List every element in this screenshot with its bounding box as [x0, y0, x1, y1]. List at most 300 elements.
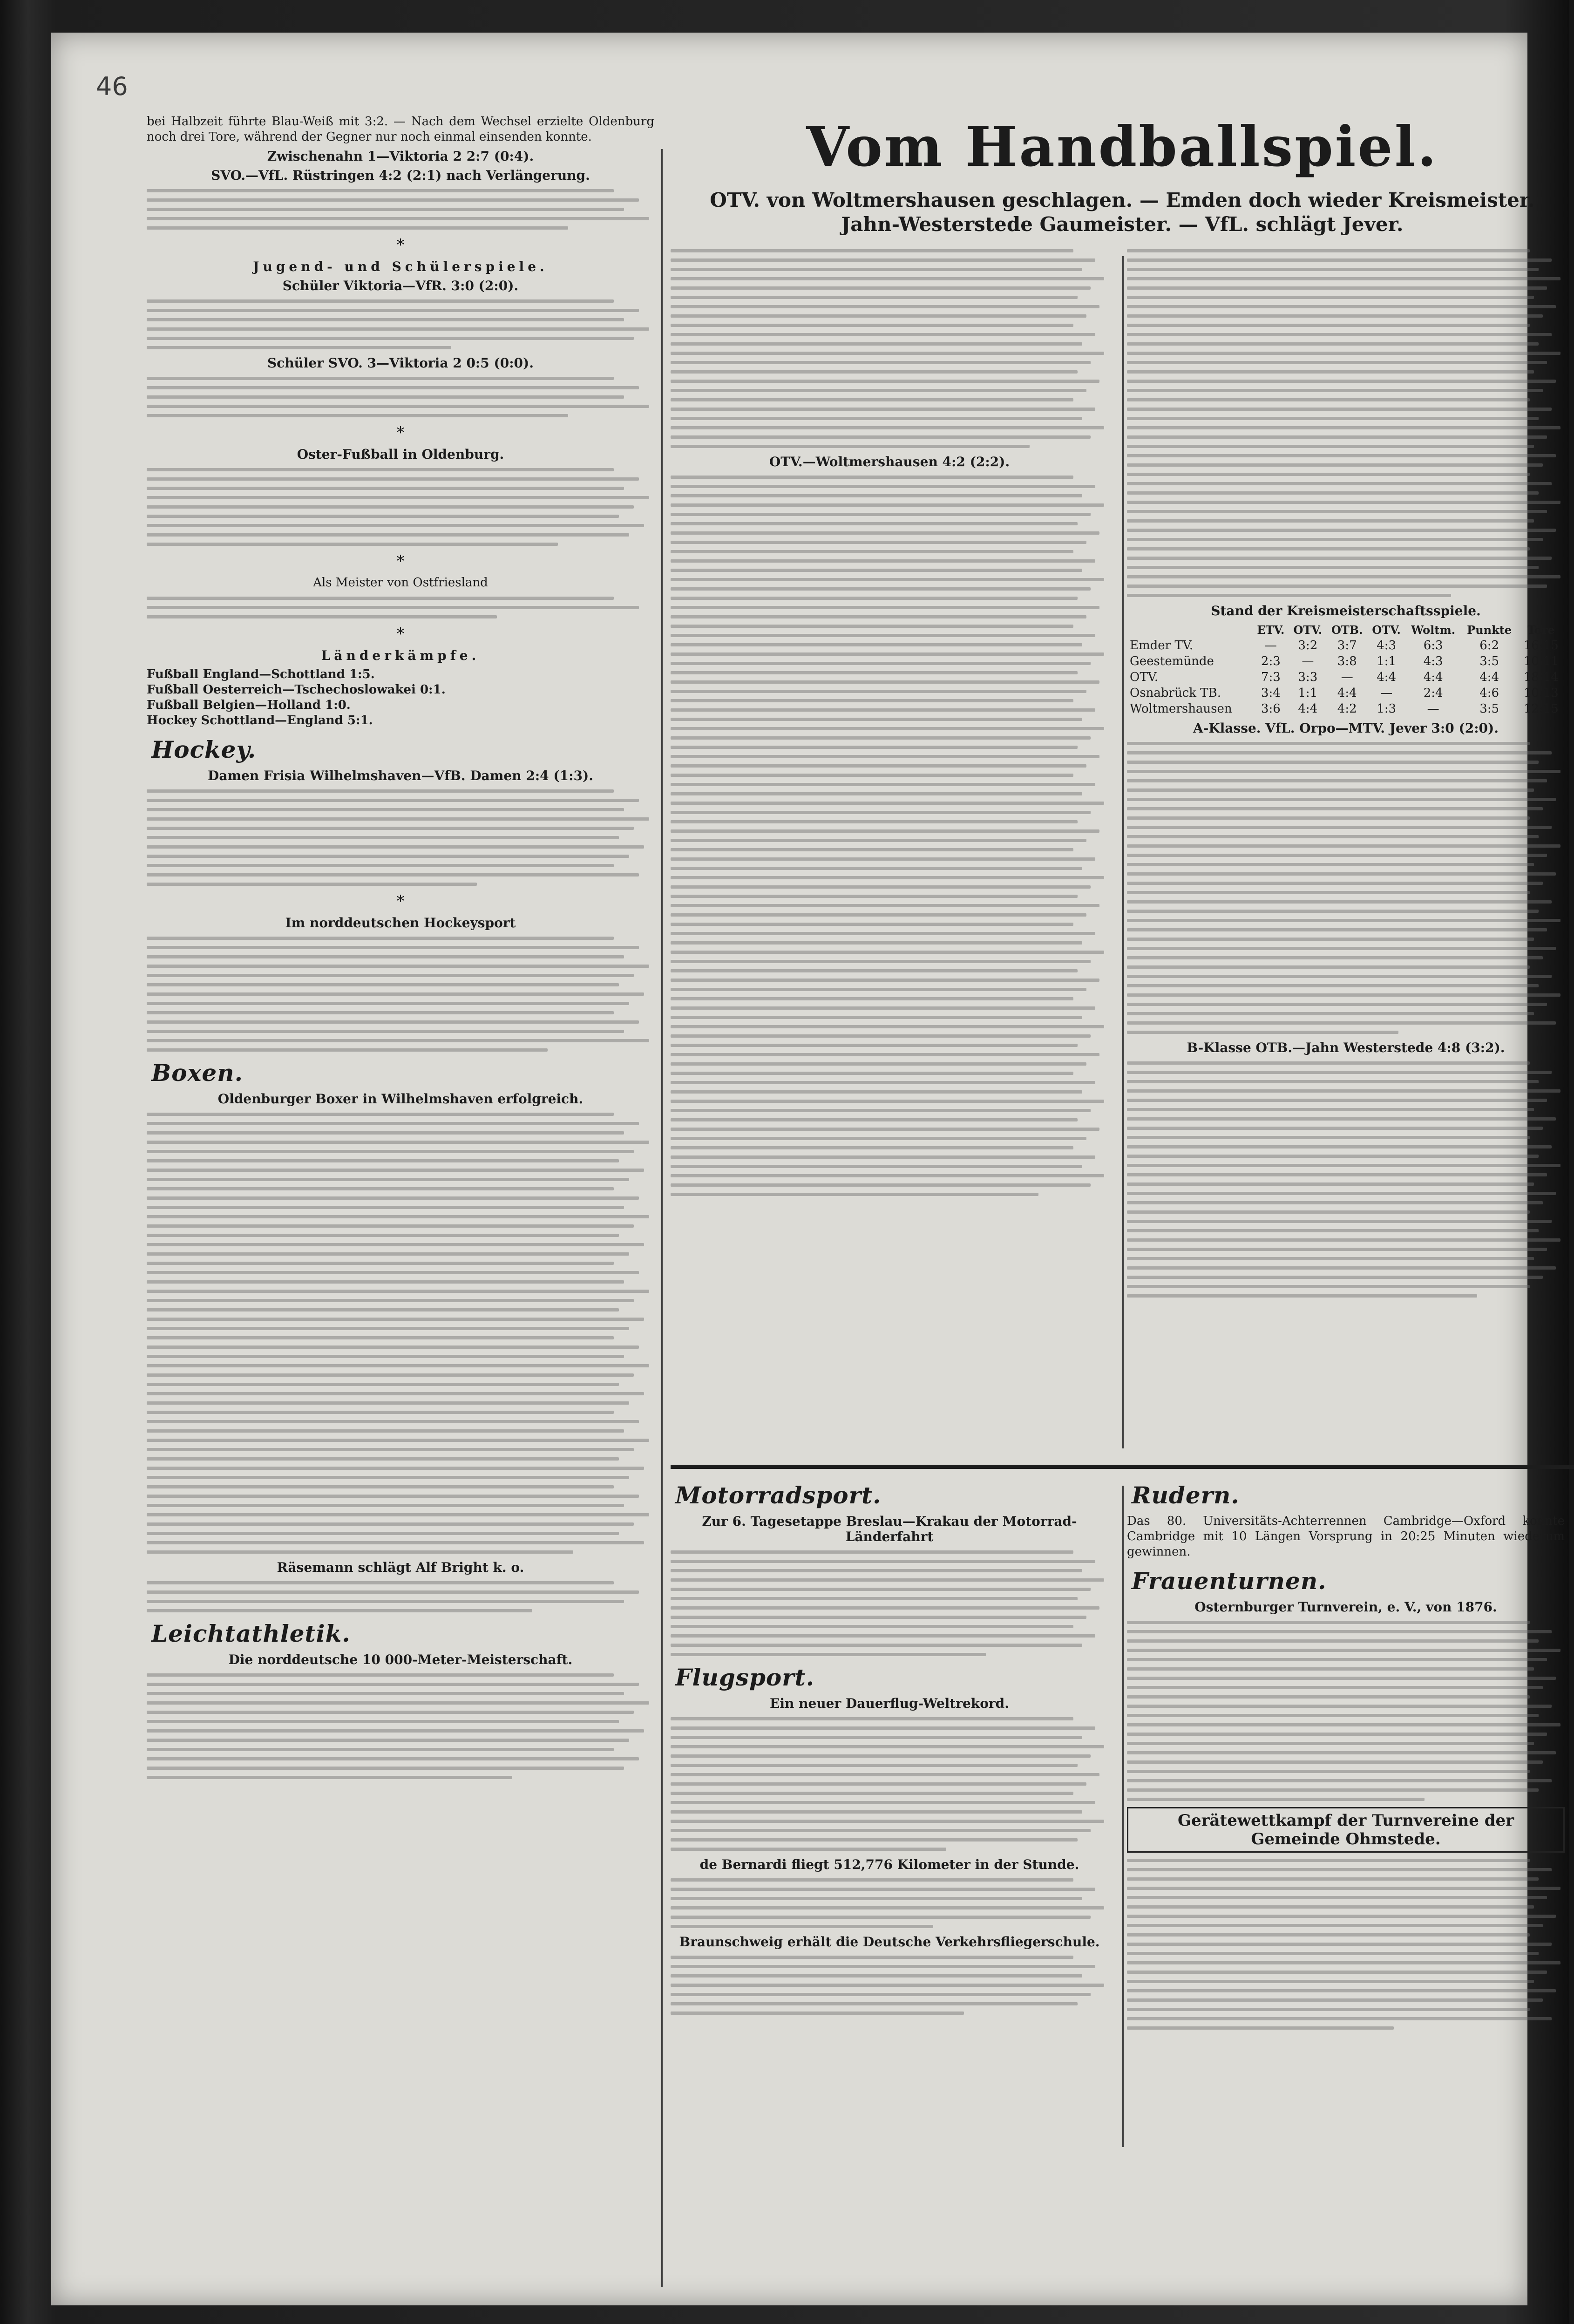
text-line — [1127, 1012, 1534, 1015]
text-line — [671, 1993, 1091, 1996]
text-line — [671, 1053, 1099, 1056]
placeholder-lines — [671, 249, 1108, 448]
section-heading: Zur 6. Tagesetappe Breslau—Krakau der Motorrad-Länderfahrt — [702, 1514, 1077, 1544]
text-line — [671, 286, 1091, 290]
text-line — [147, 1720, 619, 1723]
text-line — [671, 662, 1091, 665]
text-line — [671, 997, 1073, 1000]
text-line — [1127, 1915, 1556, 1918]
text-line — [1127, 1210, 1530, 1214]
text-line — [671, 435, 1091, 439]
text-line — [671, 268, 1082, 271]
text-line — [147, 1392, 644, 1395]
text-line — [147, 1215, 649, 1218]
text-line — [1127, 891, 1530, 894]
placeholder-lines — [147, 1673, 654, 1779]
text-line — [1127, 742, 1530, 745]
text-line — [1127, 1621, 1530, 1624]
text-line — [671, 522, 1078, 525]
text-line — [671, 569, 1082, 572]
match-result: B-Klasse OTB.—Jahn Westerstede 4:8 (3:2). — [1187, 1040, 1505, 1055]
text-line — [147, 615, 497, 618]
text-line — [671, 1560, 1095, 1563]
text-line — [147, 955, 624, 958]
text-line — [1127, 1677, 1556, 1680]
separator-star: * — [396, 236, 405, 254]
text-line — [671, 1984, 1104, 1987]
text-line — [1127, 1667, 1534, 1671]
section-title: Flugsport. — [675, 1664, 815, 1691]
text-line — [1127, 426, 1560, 429]
text-line — [671, 783, 1095, 786]
text-line — [1127, 566, 1539, 569]
text-line — [671, 1137, 1086, 1140]
text-line — [671, 1118, 1078, 1121]
text-line — [671, 1081, 1095, 1084]
text-line — [147, 1355, 624, 1358]
text-line — [147, 1513, 649, 1516]
text-line — [671, 857, 1095, 861]
text-line — [1127, 547, 1530, 550]
text-line — [147, 1467, 644, 1470]
section-title: Boxen. — [151, 1059, 243, 1087]
text-line — [147, 1485, 614, 1488]
text-line — [671, 296, 1078, 299]
text-line — [671, 774, 1073, 777]
text-line — [1127, 1099, 1547, 1102]
text-line — [1127, 956, 1543, 959]
text-line — [671, 792, 1082, 795]
placeholder-lines — [147, 189, 654, 230]
text-line — [1127, 1649, 1560, 1652]
text-line — [1127, 1117, 1556, 1121]
text-line — [1127, 770, 1560, 773]
text-line — [671, 1792, 1073, 1795]
text-line — [147, 1581, 614, 1584]
text-line — [671, 1773, 1099, 1776]
text-line — [1127, 835, 1539, 838]
section-heading: Im norddeutschen Hockeysport — [285, 915, 516, 931]
text-line — [147, 377, 614, 380]
match-result: Schüler SVO. 3—Viktoria 2 0:5 (0:0). — [267, 355, 534, 371]
text-line — [671, 426, 1104, 429]
text-line — [1127, 333, 1552, 336]
text-line — [1127, 975, 1552, 978]
text-line — [671, 913, 1086, 917]
placeholder-lines — [1127, 1621, 1565, 1801]
text-line — [1127, 1061, 1530, 1065]
text-line — [147, 1345, 639, 1349]
table-row: Osnabrück TB. 3:4 1:1 4:4 — 2:4 4:6 10:13 — [1130, 686, 1559, 700]
text-line — [1127, 965, 1530, 969]
text-line — [671, 503, 1104, 507]
text-line — [1127, 779, 1547, 782]
text-line — [1127, 1980, 1534, 1983]
standings-header-row: ETV. OTV. OTB. OTV. Woltm. Punkte Tore — [1257, 623, 1555, 637]
text-line — [1127, 389, 1543, 392]
text-line — [1127, 268, 1539, 271]
text-line — [1127, 1248, 1547, 1251]
standings-table — [1127, 622, 1565, 717]
text-line — [147, 226, 568, 230]
text-line — [1127, 594, 1451, 597]
placeholder-lines — [147, 377, 654, 417]
article-text: bei Halbzeit führte Blau-Weiß mit 3:2. — Nach dem Wechsel erzielte Oldenburg noch drei Tore, während der Gegner nur noch einmal einsenden konnte. — [147, 115, 654, 144]
text-line — [671, 951, 1104, 954]
text-line — [671, 1925, 933, 1928]
placeholder-lines — [147, 789, 654, 886]
headline-deck: Jahn-Westerstede Gaumeister. — VfL. schlägt Jever. — [841, 213, 1404, 236]
text-line — [671, 541, 1086, 544]
section-title: Frauenturnen. — [1132, 1567, 1327, 1595]
text-line — [1127, 342, 1539, 346]
text-line — [671, 969, 1078, 972]
text-line — [671, 615, 1086, 618]
placeholder-lines — [671, 1550, 1108, 1656]
text-line — [147, 1729, 644, 1733]
text-line — [147, 845, 644, 849]
text-line — [671, 606, 1099, 609]
text-line — [147, 1457, 619, 1461]
text-line — [147, 1141, 649, 1144]
text-line — [147, 1692, 624, 1695]
text-line — [671, 1956, 1073, 1959]
text-line — [1127, 1924, 1543, 1927]
text-line — [671, 988, 1086, 991]
text-line — [1127, 1639, 1539, 1643]
text-line — [147, 395, 624, 399]
text-line — [671, 1726, 1095, 1730]
text-line — [671, 1569, 1082, 1572]
text-line — [671, 746, 1078, 749]
text-line — [1127, 863, 1534, 866]
text-line — [147, 1243, 644, 1246]
text-line — [671, 578, 1104, 581]
table-row: Geestemünde 2:3 — 3:8 1:1 4:3 3:5 10:11 — [1130, 654, 1559, 668]
text-line — [147, 983, 619, 986]
text-line — [1127, 1961, 1560, 1964]
text-line — [147, 1030, 624, 1033]
text-line — [671, 923, 1073, 926]
text-line — [1127, 1989, 1556, 1992]
text-line — [147, 1122, 639, 1125]
text-line — [671, 680, 1099, 684]
text-line — [671, 643, 1082, 646]
text-line — [1127, 1952, 1539, 1955]
text-line — [671, 1810, 1082, 1814]
text-line — [147, 1532, 619, 1535]
text-line — [147, 1039, 649, 1042]
text-line — [671, 597, 1078, 600]
text-line — [671, 1597, 1078, 1600]
separator-star: * — [396, 552, 405, 571]
text-line — [147, 864, 614, 867]
text-line — [1127, 1630, 1552, 1633]
text-line — [1127, 1998, 1543, 2002]
text-line — [147, 1224, 634, 1228]
section-title: Leichtathletik. — [151, 1620, 351, 1647]
text-line — [671, 1878, 1073, 1882]
text-line — [1127, 1887, 1560, 1890]
text-line — [147, 299, 614, 303]
text-line — [1127, 788, 1534, 792]
text-line — [147, 1131, 624, 1135]
text-line — [671, 1146, 1073, 1149]
text-line — [1127, 751, 1552, 754]
text-line — [671, 820, 1078, 823]
text-line — [147, 1290, 649, 1293]
text-line — [147, 1550, 573, 1554]
text-line — [1127, 1714, 1539, 1717]
section-title: Hockey. — [151, 736, 257, 763]
text-line — [1127, 1798, 1425, 1801]
text-line — [671, 1625, 1073, 1628]
match-result: Fußball Belgien—Holland 1:0. — [147, 698, 351, 712]
text-line — [1127, 928, 1547, 931]
text-line — [671, 1109, 1091, 1112]
text-line — [1127, 277, 1560, 280]
text-line — [147, 1364, 649, 1367]
text-line — [147, 1336, 614, 1339]
text-line — [671, 2011, 964, 2015]
text-line — [147, 1383, 619, 1386]
match-result: Fußball Oesterreich—Tschechoslowakei 0:1. — [147, 683, 446, 697]
text-line — [1127, 314, 1543, 318]
match-result: Schüler Viktoria—VfR. 3:0 (2:0). — [282, 278, 519, 293]
text-line — [671, 1974, 1082, 1977]
text-line — [147, 524, 644, 527]
text-line — [1127, 557, 1552, 560]
text-line — [1127, 1003, 1547, 1006]
table-row: Emder TV. — 3:2 3:7 4:3 6:3 6:2 16:15 — [1130, 639, 1559, 652]
text-line — [147, 1011, 614, 1014]
separator-star: * — [396, 892, 405, 911]
text-line — [671, 476, 1073, 479]
text-line — [1127, 1031, 1398, 1034]
text-line — [1127, 826, 1552, 829]
text-line — [147, 1748, 614, 1751]
match-result: Damen Frisia Wilhelmshaven—VfB. Damen 2:4 (1:3). — [208, 768, 593, 783]
section-title: Motorradsport. — [675, 1481, 882, 1509]
text-line — [147, 337, 634, 340]
match-result: A-Klasse. VfL. Orpo—MTV. Jever 3:0 (2:0). — [1193, 720, 1499, 736]
placeholder-lines — [147, 468, 654, 546]
text-line — [671, 1044, 1078, 1047]
text-line — [147, 606, 639, 609]
text-line — [147, 1169, 644, 1172]
text-line — [147, 1187, 614, 1190]
text-line — [671, 690, 1086, 693]
text-line — [147, 505, 634, 509]
text-line — [671, 417, 1082, 420]
text-line — [1127, 408, 1552, 411]
text-line — [1127, 993, 1560, 997]
text-line — [147, 1020, 639, 1024]
text-line — [671, 1653, 986, 1656]
text-line — [147, 1327, 629, 1330]
text-line — [1127, 919, 1560, 922]
text-line — [147, 1504, 624, 1507]
text-line — [1127, 370, 1534, 374]
text-line — [147, 477, 639, 481]
text-line — [671, 699, 1073, 702]
text-line — [1127, 1723, 1560, 1726]
table-row: Woltmershausen 3:6 4:4 4:2 1:3 — 3:5 12:15 — [1130, 702, 1559, 716]
text-line — [671, 811, 1091, 814]
placeholder-lines — [1127, 1859, 1565, 2030]
text-line — [671, 652, 1104, 656]
text-line — [671, 389, 1086, 392]
text-line — [671, 1906, 1104, 1909]
text-line — [1127, 510, 1547, 513]
text-line — [671, 867, 1082, 870]
text-line — [1127, 361, 1547, 364]
text-line — [1127, 807, 1543, 810]
section-heading: Oster-Fußball in Oldenburg. — [297, 447, 504, 462]
text-line — [147, 836, 619, 839]
text-line — [1127, 872, 1556, 876]
text-line — [671, 829, 1099, 833]
text-line — [671, 634, 1095, 637]
placeholder-lines — [147, 937, 654, 1052]
text-line — [147, 789, 614, 793]
article-text: Das 80. Universitäts-Achterrennen Cambridge—Oxford konnte Cambridge mit 10 Längen Vorsprung in 20:25 Minuten wiederum gewinnen. — [1127, 1514, 1565, 1559]
text-line — [1127, 1089, 1560, 1093]
text-line — [671, 1090, 1082, 1094]
text-line — [1127, 1071, 1552, 1074]
text-line — [1127, 910, 1539, 913]
text-line — [671, 485, 1095, 488]
text-line — [671, 1754, 1091, 1758]
placeholder-lines — [671, 476, 1108, 1196]
text-line — [671, 587, 1091, 591]
text-line — [1127, 258, 1552, 262]
text-line — [1127, 938, 1534, 941]
text-line — [671, 736, 1091, 740]
text-line — [147, 1271, 639, 1274]
text-line — [1127, 1127, 1543, 1130]
text-line — [1127, 519, 1534, 523]
text-line — [147, 1757, 639, 1760]
text-line — [1127, 1971, 1547, 1974]
text-line — [671, 1644, 1082, 1647]
text-line — [1127, 947, 1556, 950]
text-line — [1127, 445, 1534, 448]
right-area — [671, 114, 1574, 2284]
text-line — [671, 1820, 1104, 1823]
text-line — [671, 1606, 1099, 1610]
newspaper-page — [51, 33, 1565, 2305]
text-line — [671, 361, 1091, 364]
text-line — [671, 1736, 1082, 1739]
text-line — [1127, 1155, 1539, 1158]
separator-star: * — [396, 423, 405, 442]
text-line — [147, 208, 624, 211]
text-line — [147, 1767, 624, 1770]
text-line — [147, 1178, 629, 1181]
text-line — [1127, 1108, 1534, 1111]
text-line — [147, 533, 629, 537]
text-line — [147, 937, 614, 940]
text-line — [671, 1965, 1095, 1968]
handball-column-b — [1127, 243, 1565, 1304]
text-line — [671, 1165, 1082, 1168]
text-line — [147, 543, 558, 546]
text-line — [147, 309, 639, 312]
section-heading: Die norddeutsche 10 000-Meter-Meisterschaft. — [228, 1652, 573, 1667]
text-line — [1127, 380, 1556, 383]
text-line — [671, 531, 1099, 535]
text-line — [147, 487, 624, 490]
text-line — [147, 808, 624, 811]
text-line — [671, 839, 1086, 842]
text-line — [671, 671, 1078, 674]
text-line — [1127, 1733, 1547, 1736]
text-line — [671, 1801, 1095, 1804]
text-line — [1127, 398, 1530, 401]
text-line — [671, 352, 1104, 355]
text-line — [147, 1683, 639, 1686]
match-result: OTV.—Woltmershausen 4:2 (2:2). — [769, 454, 1010, 469]
text-line — [671, 876, 1104, 879]
text-line — [671, 1025, 1104, 1028]
placeholder-lines — [1127, 742, 1565, 1034]
text-line — [1127, 435, 1547, 439]
text-line — [671, 755, 1099, 758]
section-heading: Länderkämpfe. — [321, 648, 480, 663]
text-line — [1127, 473, 1530, 476]
text-line — [1127, 463, 1543, 467]
text-line — [671, 398, 1073, 401]
text-line — [671, 1193, 1038, 1196]
placeholder-lines — [1127, 249, 1565, 597]
text-line — [147, 817, 649, 821]
text-line — [1127, 1173, 1547, 1176]
text-line — [147, 1476, 629, 1479]
text-line — [147, 1299, 634, 1302]
text-line — [671, 559, 1095, 563]
text-line — [1127, 1021, 1556, 1025]
text-line — [1127, 1686, 1543, 1689]
text-line — [147, 1206, 624, 1209]
text-line — [671, 904, 1099, 907]
text-line — [671, 1183, 1091, 1187]
text-line — [147, 327, 649, 331]
text-line — [671, 1062, 1086, 1066]
text-line — [147, 597, 614, 600]
text-line — [671, 342, 1082, 346]
text-line — [671, 1006, 1095, 1010]
text-line — [1127, 1705, 1552, 1708]
column-rule — [661, 149, 663, 2287]
text-line — [1127, 501, 1560, 504]
text-line — [147, 1252, 629, 1256]
placeholder-lines — [671, 1956, 1108, 2015]
text-line — [147, 827, 634, 830]
text-line — [147, 515, 619, 518]
text-line — [147, 1113, 614, 1116]
text-line — [147, 1711, 634, 1714]
text-line — [147, 318, 624, 321]
text-line — [1127, 761, 1539, 764]
article-text: Als Meister von Ostfriesland — [313, 576, 488, 590]
text-line — [1127, 1868, 1552, 1871]
text-line — [671, 885, 1091, 889]
text-line — [1127, 1145, 1552, 1148]
text-line — [671, 513, 1091, 516]
section-heading: Osternburger Turnverein, e. V., von 1876. — [1194, 1599, 1497, 1615]
text-line — [671, 1764, 1078, 1767]
